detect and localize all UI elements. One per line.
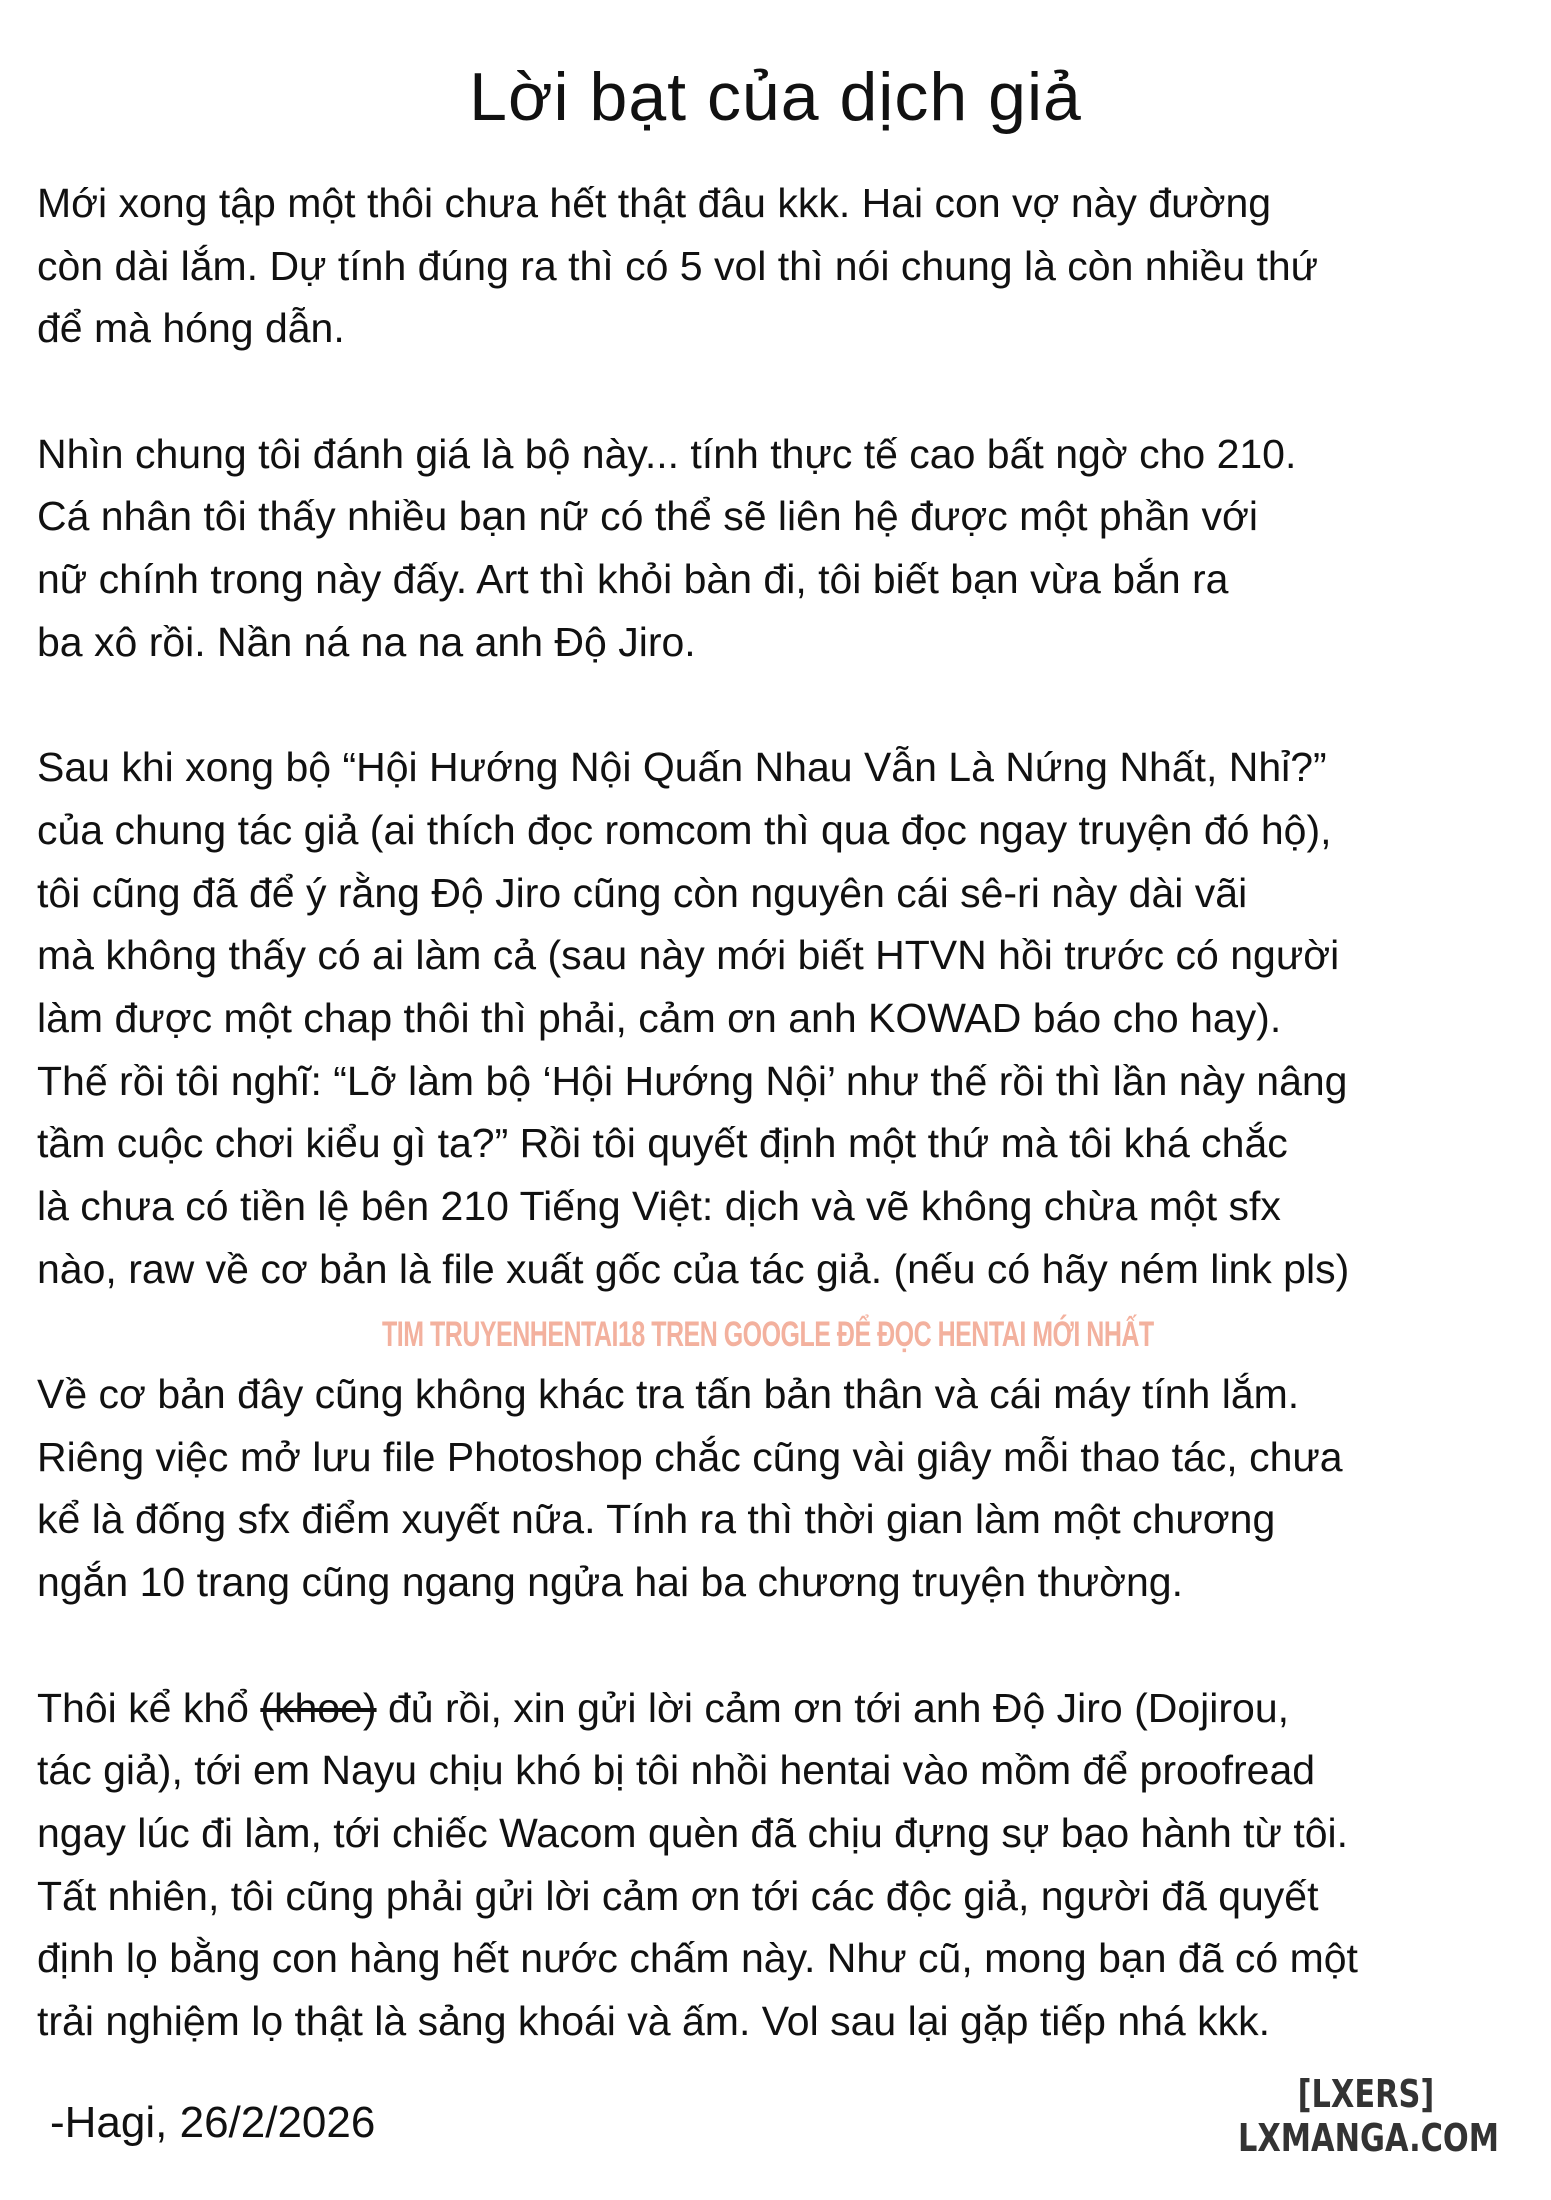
text-line: ngay lúc đi làm, tới chiếc Wacom quèn đã chịu đựng sự bạo hành từ tôi. bbox=[37, 1809, 1349, 1856]
text-line: để mà hóng dẫn. bbox=[37, 305, 345, 352]
paragraph-4 bbox=[37, 1363, 1537, 1614]
text-segment: đủ rồi, xin gửi lời cảm ơn tới anh Độ Jiro (Dojirou, bbox=[376, 1684, 1290, 1731]
afterword-body bbox=[37, 172, 1537, 2115]
text-line: Sau khi xong bộ “Hội Hướng Nội Quấn Nhau Vẫn Là Nứng Nhất, Nhỉ?” bbox=[37, 744, 1327, 791]
text-line: tôi cũng đã để ý rằng Độ Jiro cũng còn nguyên cái sê-ri này dài vãi bbox=[37, 869, 1248, 916]
text-segment: Thôi kể khổ bbox=[37, 1684, 261, 1731]
text-line: nữ chính trong này đấy. Art thì khỏi bàn đi, tôi biết bạn vừa bắn ra bbox=[37, 556, 1229, 603]
text-line: Tất nhiên, tôi cũng phải gửi lời cảm ơn tới các độc giả, người đã quyết bbox=[37, 1872, 1319, 1919]
signature: -Hagi, 26/2/2026 bbox=[50, 2098, 376, 2147]
text-line: tầm cuộc chơi kiểu gì ta?” Rồi tôi quyết định một thứ mà tôi khá chắc bbox=[37, 1120, 1288, 1167]
text-line: ba xô rồi. Nần ná na na anh Độ Jiro. bbox=[37, 618, 696, 665]
text-line: còn dài lắm. Dự tính đúng ra thì có 5 vol thì nói chung là còn nhiều thứ bbox=[37, 242, 1319, 289]
text-line: ngắn 10 trang cũng ngang ngửa hai ba chương truyện thường. bbox=[37, 1559, 1183, 1606]
text-line: Nhìn chung tôi đánh giá là bộ này... tính thực tế cao bất ngờ cho 210. bbox=[37, 430, 1297, 477]
text-line: kể là đống sfx điểm xuyết nữa. Tính ra thì thời gian làm một chương bbox=[37, 1496, 1276, 1543]
text-line: trải nghiệm lọ thật là sảng khoái và ấm. Vol sau lại gặp tiếp nhá kkk. bbox=[37, 1997, 1271, 2044]
logo-line-1: [LXERS] bbox=[1297, 2072, 1435, 2116]
logo-line-2: LXMANGA.COM bbox=[1238, 2116, 1500, 2160]
text-line: Mới xong tập một thôi chưa hết thật đâu kkk. Hai con vợ này đường bbox=[37, 180, 1272, 226]
text-line: nào, raw về cơ bản là file xuất gốc của tác giả. (nếu có hãy ném link pls) bbox=[37, 1245, 1350, 1292]
paragraph-2 bbox=[37, 423, 1537, 674]
text-line bbox=[37, 1677, 1537, 1740]
page-title: Lời bạt của dịch giả bbox=[469, 59, 1082, 135]
text-line: Riêng việc mở lưu file Photoshop chắc cũng vài giây mỗi thao tác, chưa bbox=[37, 1433, 1343, 1480]
text-line: làm được một chap thôi thì phải, cảm ơn anh KOWAD báo cho hay). bbox=[37, 994, 1282, 1041]
text-line: của chung tác giả (ai thích đọc romcom thì qua đọc ngay truyện đó hộ), bbox=[37, 806, 1332, 853]
text-line: là chưa có tiền lệ bên 210 Tiếng Việt: dịch và vẽ không chừa một sfx bbox=[37, 1183, 1281, 1229]
paragraph-3 bbox=[37, 736, 1537, 1300]
text-line: mà không thấy có ai làm cả (sau này mới biết HTVN hồi trước có người bbox=[37, 932, 1340, 979]
text-line: Cá nhân tôi thấy nhiều bạn nữ có thể sẽ liên hệ được một phần với bbox=[37, 493, 1258, 540]
paragraph-1 bbox=[37, 172, 1537, 360]
paragraph-5 bbox=[37, 1677, 1537, 2053]
text-line: tác giả), tới em Nayu chịu khó bị tôi nhồi hentai vào mồm để proofread bbox=[37, 1747, 1316, 1794]
watermark: TIM TRUYENHENTAI18 TREN GOOGLE ĐỂ ĐỌC HENTAI MỚI NHẤT bbox=[382, 1315, 1154, 1355]
group-logo bbox=[1238, 2072, 1500, 2160]
text-line: Thế rồi tôi nghĩ: “Lỡ làm bộ ‘Hội Hướng Nội’ như thế rồi thì lần này nâng bbox=[37, 1057, 1348, 1104]
struck-text: (khoe) bbox=[260, 1684, 377, 1731]
text-line: định lọ bằng con hàng hết nước chấm này. Như cũ, mong bạn đã có một bbox=[37, 1935, 1358, 1982]
text-line: Về cơ bản đây cũng không khác tra tấn bản thân và cái máy tính lắm. bbox=[37, 1371, 1300, 1418]
